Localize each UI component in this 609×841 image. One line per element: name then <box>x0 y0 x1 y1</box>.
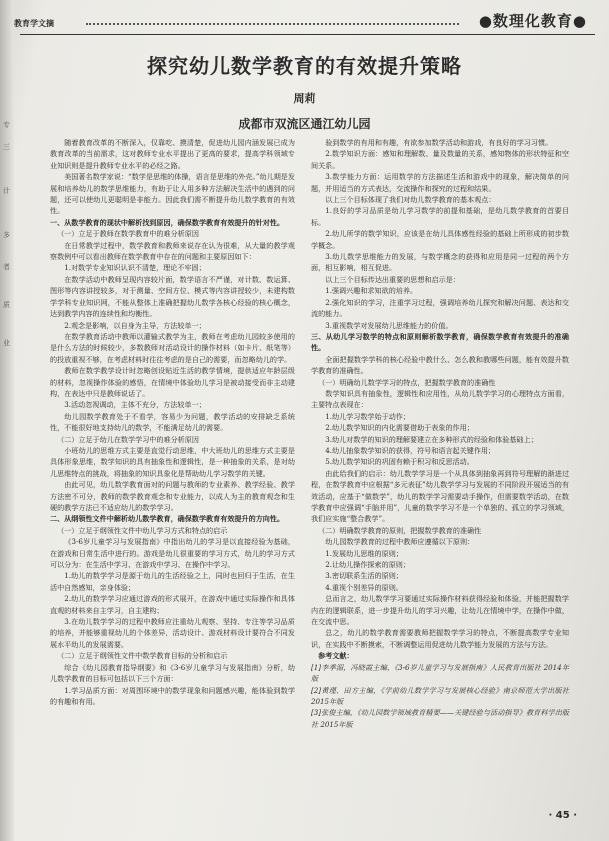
paragraph: 2.数学知识方面：感知和理解数、量及数量的关系，感知物体的形状特征和空间关系。 <box>311 149 569 170</box>
section-heading: 一、从数学教育的现状中解析找到原因，确保数学教育有效提升的针对性。 <box>50 217 285 227</box>
references-heading: 参考文献： <box>318 651 354 661</box>
paragraph: 3.幼儿数学思维能力的发展，与数学概念的获得和应用是同一过程的两个方面，相互影响，相互促进。 <box>311 252 569 273</box>
journal-name: 教育学文摘 <box>14 18 54 28</box>
paragraph: 幼儿园数学教育处于不看学，容易少为问题，教学活动的安排缺乏系统性，不能很好地支持幼儿的数学，不能满足幼儿的需要。 <box>50 411 295 433</box>
paragraph: 以上三个目标体现了我们对幼儿数学教育的基本观点： <box>325 195 496 205</box>
margin-character: 质 <box>3 301 10 309</box>
paragraph: 1.幼儿学习数学始于动作； <box>325 411 410 421</box>
paragraph: 1.学习品质方面：对周围环境中的数学现象和问题感兴趣，能体验到数学的有趣和有用。 <box>50 685 295 706</box>
paragraph: 3.重视数学对发展幼儿思维能力的价值。 <box>325 320 453 330</box>
author-organization: 成都市双流区通江幼儿园 <box>238 117 371 131</box>
paragraph: 以上三个目标传达出重要的思想和启示是： <box>325 274 460 284</box>
margin-character: 业 <box>3 339 10 347</box>
paragraph: 总之，幼儿的数学教育需要教师把握数学学习的特点，不断提高数学专业知识，在实践中不断摸索，不断调整运用促进幼儿数学能力发展的方法与方法。 <box>311 628 569 649</box>
subsection-heading: （一）立足于纲领性文件中幼儿学习方式和特点的启示 <box>57 525 228 535</box>
paragraph: 由此可见，幼儿数学教育面对的问题与教师的专业素养、教学经验、教学方法密不可分，教师的数学教育观念和专业能力，以成人为主的教育观念和生硬的教学方法已不适应幼儿的数学学习。 <box>50 480 295 512</box>
paragraph: 2.幼儿数学知识的内化需要借助于表象的作用； <box>325 423 474 433</box>
subsection-heading: （一）明确幼儿数学学习的特点，把握数学教育的准确性 <box>318 377 496 387</box>
paragraph: 3.数学能力方面：运用数学的方法描述生活和游戏中的现象，解决简单的问题，并用适当的方式表达，交流操作和探究的过程和结果。 <box>311 172 569 193</box>
header-dotted-rule <box>86 23 459 25</box>
margin-character: 计 <box>3 187 10 195</box>
paragraph: 数学知识具有抽象性，逻辑性和应用性，从幼儿数学学习的心理特点方面看，主要特点表现在： <box>311 388 569 410</box>
reference-entry: [1]李季湄，冯晓霞主编，《3-6岁儿童学习与发展指南》人民教育出版社 2014年版 <box>311 662 569 684</box>
paragraph: 3.密切联系生活的原则； <box>325 571 403 581</box>
paragraph: 《3-6岁儿童学习与发展指南》中指出幼儿的学习是以直接经验为基础，在游戏和日常生活中进行的。游戏是幼儿很重要的学习方式，幼儿的学习方式可以分为：在生活中学习、在游戏中学习、在操作中学习。 <box>50 537 295 570</box>
margin-character: 者 <box>3 263 10 271</box>
article-author: 周莉 <box>293 92 316 105</box>
right-text-column <box>311 137 569 730</box>
paragraph: 总而言之，幼儿数学学习要通过实际操作材料获得经验和体验，并能把握数学内在的逻辑联系，进一步提升幼儿的学习兴趣，让幼儿在情境中学，在操作中做，在交流中思。 <box>311 594 569 627</box>
paragraph: 5.幼儿数学知识的巩固有赖于积习和反思活动。 <box>325 457 474 467</box>
margin-character: 专 <box>3 121 10 129</box>
paragraph: 美国著名数学家说：“数学是思维的体操，语言是思维的外壳。”幼儿期是发展和培养幼儿的数学思维能力，有助于让人用多种方法解决生活中的遇到的问题，还可以使幼儿更聪明是非能力。因此我们需不断提升幼儿数学教育的有效性。 <box>50 172 295 216</box>
paragraph: 3.在幼儿数学学习的过程中教师应注重幼儿观察、坚持、专注等学习品质的培养，并能够重视幼儿的个体差异，活动设计、游戏材料设计要符合不同发展水平幼儿的发展需要。 <box>50 617 295 649</box>
paragraph: 1.幼儿的数学学习是源于幼儿的生活经验之上，同时也回归于生活，在生活中自然感知，亲身体验； <box>50 571 295 592</box>
paragraph: 随着教育改革的不断深入，仅靠吃、摸清楚，促进幼儿园内涵发展已成为教育改革的当前需求，这对教师专业水平提出了更高的要求，提高学科领域专业知识则是提升教师专业水平的必经之路。 <box>50 138 295 170</box>
paragraph: 在数学活动中教师呈现内容较片面，数学语言不严谨，对计数、数运算、图形等内容讲授较多，对于测量、空间方位、模式等内容讲授较少，未建构数学学科专业知识网，不能从整体上准确把握幼儿数学各核心经验的核心概念，达到教学内容的连续性和均衡性。 <box>50 274 295 319</box>
left-text-column <box>50 137 295 707</box>
article-title: 探究幼儿数学教育的有效提升策略 <box>147 54 462 78</box>
reference-entry: [2]黄瑾、田方主编，《学前幼儿数学学习与发展核心经验》南京师范大学出版社 2015年版 <box>311 685 569 706</box>
page-number: · 45 · <box>548 810 577 821</box>
paragraph: 3.活动忽视调动，主体不充分，方法较单一； <box>64 400 206 410</box>
reference-entry: [3]张俊主编，《幼儿园数学领域教育精要——关键经验与活动指导》教育科学出版社 2015年版 <box>311 708 569 729</box>
section-name: ●数理化教育● <box>478 12 587 30</box>
subsection-heading: （二）明确数学教育的原则，把握数学教育的准确性 <box>318 525 482 535</box>
running-header <box>14 10 599 32</box>
paragraph: 综合《幼儿园教育指导纲要》和《3-6岁儿童学习与发展指南》分析，幼儿数学教育的目标可包括以下三个方面： <box>50 662 295 684</box>
section-heading: 二、从纲领性文件中解析幼儿数学教育，确保数学教育有效提升的方向性。 <box>50 514 285 524</box>
paragraph: 2.幼儿的数学学习应通过游戏的形式展开，在游戏中通过实际操作和具体直观的材料来自主学习，自主建构； <box>50 594 295 615</box>
subsection-heading: （一）立足于教师在数学教育中的难分析原因 <box>57 229 199 239</box>
paragraph: 幼儿园数学教育的过程中教师应遵循以下原则： <box>325 537 475 547</box>
paragraph: 教师在数学教学设计时忽略创设贴近生活的教学情境，提供适应年龄层级的材料，忽视操作体验的感悟，在情境中体验幼儿学习是被动接受而非主动建构，在表达中只是教师说话了。 <box>50 366 295 398</box>
subsection-heading: （二）立足于纲领性文件中数学教育目标的分析和启示 <box>57 651 228 661</box>
subsection-heading: （二）立足于幼儿在数学学习中的难分析原因 <box>57 434 199 444</box>
paragraph: 1.对数学专业知识认识不清楚，理论不牢固； <box>64 263 206 273</box>
paragraph: 2.幼儿所学的数学知识，应该是在幼儿具体感性经验的基础上所形成的初步数学概念。 <box>311 229 569 250</box>
paragraph: 验到数学的有用和有趣，有欲参加数学活动和游戏，有良好的学习习惯。 <box>325 138 553 147</box>
margin-character: 三 <box>3 143 10 151</box>
section-heading: 三、从幼儿学习数学的特点和原则解析数学教育，确保数学教育有效提升的准确性。 <box>311 331 569 353</box>
header-rule <box>20 34 595 35</box>
paragraph: 全面把握数学学科的核心经验中教什么、怎么教和教哪些问题，能有效提升数学教育的准确性。 <box>311 354 569 376</box>
paragraph: 2.强化知识的学习，注重学习过程，强调培养幼儿探究和解决问题、表达和交流的能力。 <box>311 297 569 319</box>
paragraph: 4.幼儿抽象数学知识的获得，符号和语言起关键作用； <box>325 445 496 455</box>
paragraph: 小班幼儿的思维方式主要是直觉行动思维，中大班幼儿的思维方式主要是具体形象思维，数学知识的具有抽象性和逻辑性，是一种抽象的关系，是对幼儿思维特点的挑战，将抽象的知识具象化是帮助幼儿学习数学的关键。 <box>50 445 295 478</box>
paragraph: 1.发展幼儿思维的原则； <box>325 548 403 558</box>
paragraph: 1.强调兴趣和求知欲的培养。 <box>325 286 418 296</box>
paragraph: 1.良好的学习品质是幼儿学习数学的前提和基础，是幼儿数学教育的首要目标。 <box>311 206 569 227</box>
paragraph: 在日常教学过程中，数学教育和教师来说存在认为很难，从大量的教学观察数例中可以看出教师在数学教育中存在的问题和主要原因如下： <box>50 240 295 262</box>
paragraph: 2.让幼儿操作探索的原则； <box>325 560 410 570</box>
margin-character: 多 <box>3 231 10 239</box>
paragraph: 由此给我们的启示：幼儿数学学习是一个从具体到抽象再到符号理解的渐进过程，在数学教育中应根据“多元表征”幼儿数学学习与发展的不同阶段开展适当的有效活动，应基于“做数学”，幼儿的数学学习需要动手操作，但需要数学活动，在数学教育中应强调“手脑并用”，儿童的数学学习不是一个单独的、孤立的学习领域，我们应实施“整合教学”。 <box>311 468 569 524</box>
paragraph: 3.幼儿对数学的知识的理解要建立在多种形式的经验和体验基础上； <box>325 434 538 444</box>
paragraph: 4.重视个别差异的原则。 <box>325 582 403 592</box>
paragraph: 在数学教育活动中教师以灌输式教学为主，教师在考虑幼儿园较多使用的是什么方法的时候较少，多数教师对活动设计的操作材料（如卡片、纸笔等）的投放重视不够，在考虑材料时往往考虑的是自己的需要，而忽略幼儿的学。 <box>50 331 295 364</box>
paragraph: 2.观念是影响，以自身为主导，方法较单一； <box>64 320 206 330</box>
